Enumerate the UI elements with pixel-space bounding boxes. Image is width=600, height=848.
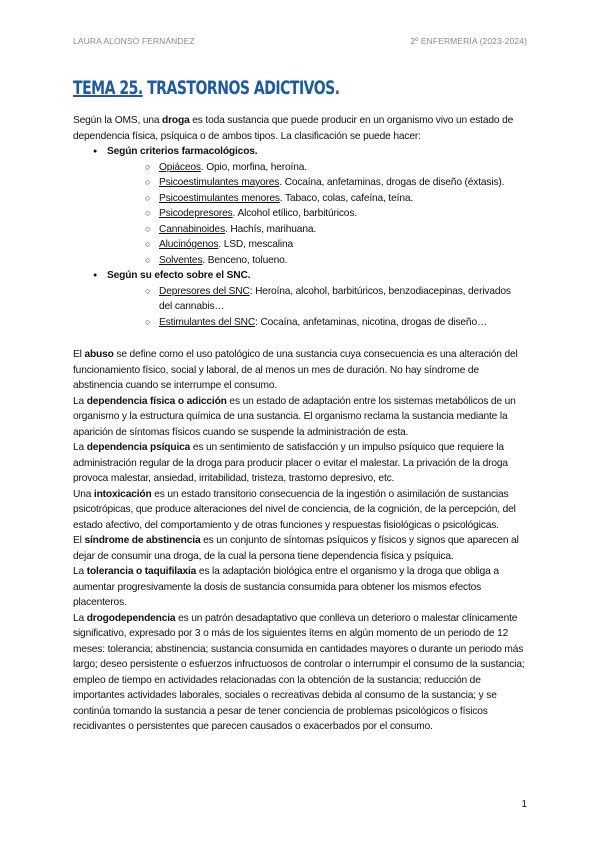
- page-title: [73, 77, 450, 99]
- list-item: ○ Cannabinoides. Hachís, marihuana.: [145, 222, 525, 238]
- classification-group: [93, 268, 525, 330]
- list-item: ○ Solventes. Benceno, tolueno.: [145, 253, 525, 269]
- title-number: TEMA 25.: [73, 77, 143, 99]
- definition-term: dependencia psíquica: [86, 442, 191, 453]
- list-item: ○ Alucinógenos. LSD, mescalina: [145, 237, 525, 253]
- list-item: ○ Psicodepresores. Alcohol etílico, barbitúricos.: [145, 206, 525, 222]
- drug-list: [107, 160, 525, 269]
- list-item: ○ Opiáceos. Opio, morfina, heroína.: [145, 160, 525, 176]
- list-item: ○ Depresores del SNC: Heroína, alcohol, barbitúricos, benzodiacepinas, derivados del cannabis…: [145, 284, 525, 315]
- header-course: 2º ENFERMERÍA (2023-2024): [410, 36, 527, 46]
- definition-paragraph: El síndrome de abstinencia es un conjunto de síntomas psíquicos y físicos y signos que aparecen al dejar de consumir una droga, de la cual la persona tiene dependencia física y psíquica.: [73, 535, 519, 562]
- document-body: [73, 113, 525, 735]
- drug-list: [107, 284, 525, 331]
- definition-paragraph: La drogodependencia es un patrón desadaptativo que conlleva un deterioro o malestar clínicamente significativo, expresado por 3 o más de los siguientes ítems en algún momento de un periodo de 12 meses: tolerancia; abstinencia; sustancia consumida en cantidades mayores o durante un periodo más largo; deseo persistente o esfuerzos infructuosos de controlar o interrumpir el consumo de la sustancia; empleo de tiempo en actividades relacionadas con la obtención de la sustancia; reducción de importantes actividades laborales, sociales o recreativas debida al consumo de la sustancia; y se continúa tomando la sustancia a pesar de tener conciencia de problemas psicológicos o físicos recidivantes o persistentes que parecen causados o exacerbados por el consumo.: [73, 612, 525, 732]
- header-author: LAURA ALONSO FERNÁNDEZ: [73, 36, 195, 46]
- definition-paragraph: El abuso se define como el uso patológico de una sustancia cuya consecuencia es una alteración del funcionamiento físico, social y laboral, de al menos un mes de duración. No hay síndrome de abstinencia cuando se interrumpe el consumo.: [73, 349, 518, 391]
- definition-paragraph: La dependencia física o adicción es un estado de adaptación entre los sistemas metabólicos de un organismo y la estructura química de una sustancia. El organismo reclama la sustancia mediante la aparición de síntomas físicos cuando se suspende la administración de esta.: [73, 395, 516, 438]
- list-item: ○ Psicoestimulantes mayores. Cocaína, anfetaminas, drogas de diseño (éxtasis).: [145, 175, 525, 191]
- list-item: ○ Estimulantes del SNC: Cocaína, anfetaminas, nicotina, drogas de diseño…: [145, 315, 525, 331]
- page-number: 1: [521, 799, 527, 810]
- definition-paragraph: La tolerancia o taquifilaxia es la adaptación biológica entre el organismo y la droga que obliga a aumentar progresivamente la dosis de sustancia consumida para obtener los mismos efectos placenteros.: [73, 566, 499, 608]
- classification-group: [93, 144, 525, 268]
- definition-term: abuso: [84, 349, 114, 360]
- intro-term: droga: [162, 115, 190, 126]
- title-text: TRASTORNOS ADICTIVOS.: [142, 77, 340, 99]
- group-heading: Según su efecto sobre el SNC.: [107, 270, 251, 281]
- classification-list: [73, 144, 525, 330]
- definition-paragraph: La dependencia psíquica es un sentimiento de satisfacción y un impulso psíquico que requiere la administración regular de la droga para producir placer o evitar el malestar. La privación de la droga provoca malestar, ansiedad, irritabilidad, tristeza, trastorno depresivo, etc.: [73, 442, 508, 484]
- definition-term: drogodependencia: [86, 612, 176, 624]
- group-heading: Según criterios farmacológicos.: [107, 146, 258, 157]
- list-item: ○ Psicoestimulantes menores. Tabaco, colas, cafeína, teína.: [145, 191, 525, 207]
- definition-term: intoxicación: [93, 488, 152, 500]
- definition-term: dependencia física o adicción: [86, 395, 227, 407]
- intro-paragraph: Según la OMS, una droga es toda sustancia que puede producir en un organismo vivo un estado de dependencia física, psíquica o de ambos tipos. La clasificación se puede hacer:: [73, 115, 514, 142]
- definition-term: síndrome de abstinencia: [84, 535, 201, 546]
- definition-paragraph: Una intoxicación es un estado transitorio consecuencia de la ingestión o asimilación de sustancias psicotrópicas, que produce alteraciones del nivel de conciencia, de la cognición, de la percepción, del estado afectivo, del comportamiento y de otras funciones y respuestas fisiológicas o psicológicas.: [73, 488, 516, 531]
- definition-term: tolerancia o taquifilaxia: [86, 566, 197, 577]
